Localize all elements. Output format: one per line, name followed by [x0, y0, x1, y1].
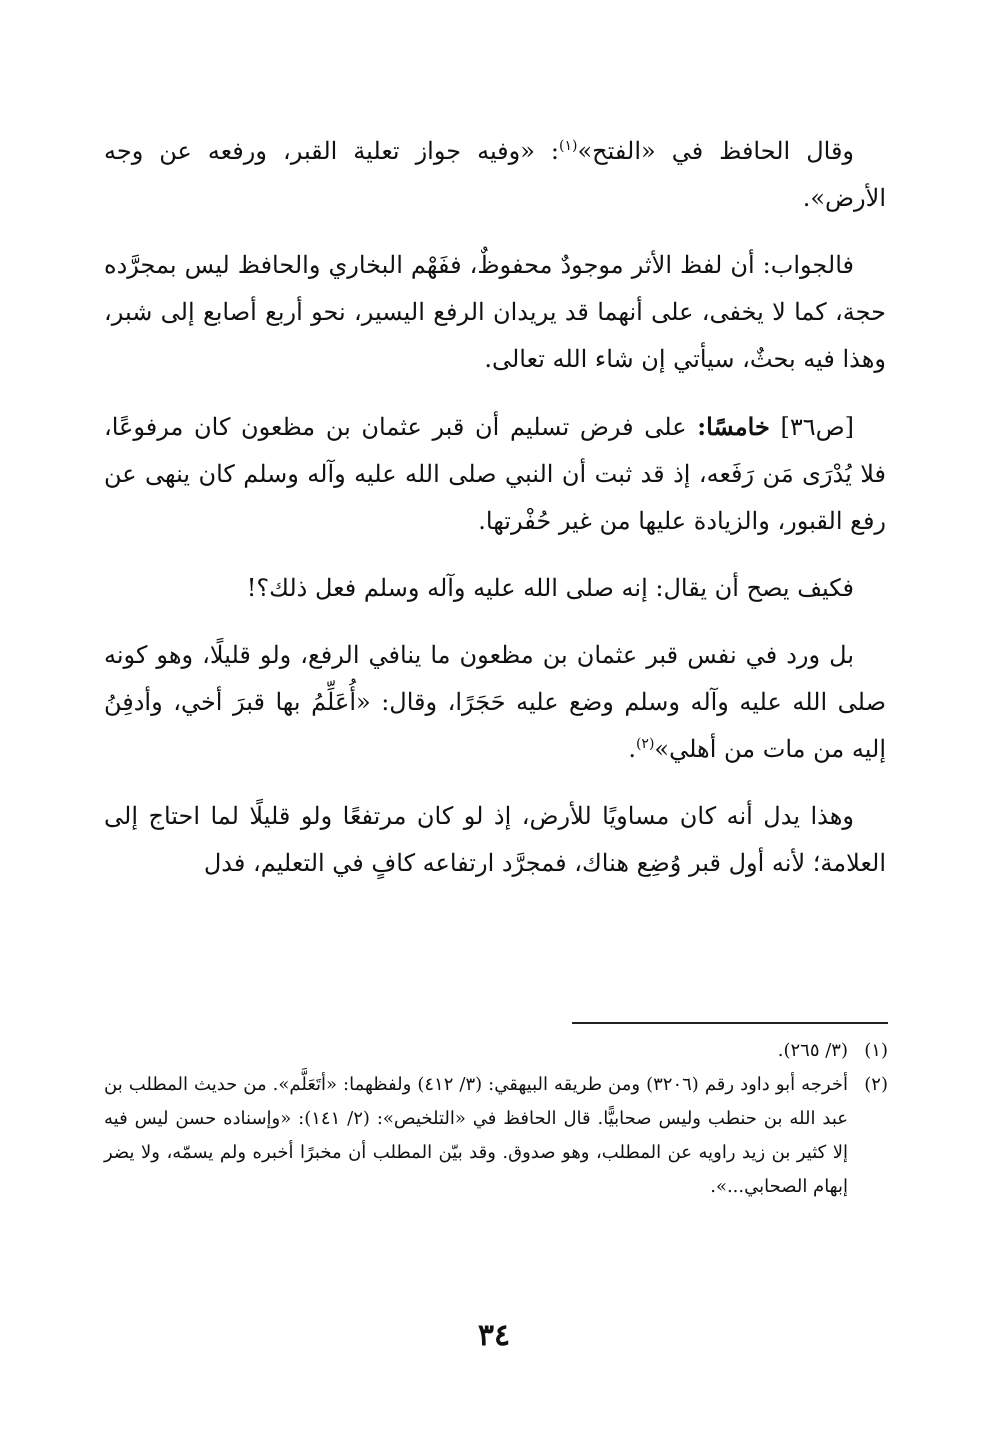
paragraph-5-text: بل ورد في نفس قبر عثمان بن مظعون ما ينافي الرفع، ولو قليلًا، وهو كونه صلى الله عليه وآله وسلم وضع عليه حَجَرًا، وقال: «أُعَلِّمُ بها قبرَ أخي، وأدفِنُ إليه من مات من أهلي»: [104, 641, 886, 763]
footnote-1: [104, 1034, 888, 1068]
paragraph-3-text: على فرض تسليم أن قبر عثمان بن مظعون كان مرفوعًا، فلا يُدْرَى مَن رَفَعه، إذ قد ثبت أن النبي صلى الله عليه وآله وسلم كان ينهى عن رفع القبور، والزيادة عليها من غير حُفْرتها.: [104, 413, 886, 535]
paragraph-6: وهذا يدل أنه كان مساويًا للأرض، إذ لو كان مرتفعًا ولو قليلًا لما احتاج إلى العلامة؛ لأنه أول قبر وُضِع هناك، فمجرَّد ارتفاعه كافٍ في التعليم، فدل: [104, 802, 886, 877]
paragraph-5: [104, 632, 886, 773]
footnote-separator: [572, 1022, 888, 1024]
footnote-1-number: (١): [864, 1040, 888, 1061]
footnote-1-text: (٣/ ٢٦٥).: [777, 1040, 848, 1061]
footnote-marker-2: (٢): [635, 736, 655, 752]
paragraph-2: فالجواب: أن لفظ الأثر موجودٌ محفوظٌ، ففَهْم البخاري والحافظ ليس بمجرَّده حجة، كما لا يخفى، على أنهما قد يريدان الرفع اليسير، نحو أربع أصابع إلى شبر، وهذا فيه بحثٌ، سيأتي إن شاء الله تعالى.: [104, 251, 886, 373]
paragraph-5-continuation: .: [628, 735, 636, 763]
paragraph-4: فكيف يصح أن يقال: إنه صلى الله عليه وآله وسلم فعل ذلك؟!: [246, 574, 854, 602]
footnotes: [104, 1034, 888, 1204]
footnote-2: [104, 1068, 888, 1204]
footnote-2-number: (٢): [864, 1074, 888, 1095]
point-heading: خامسًا:: [697, 412, 770, 441]
paragraph-1: [104, 128, 886, 222]
footnote-marker-1: (١): [559, 138, 578, 154]
main-text: [104, 128, 886, 907]
footnote-2-text: أخرجه أبو داود رقم (٣٢٠٦) ومن طريقه البيهقي: (٣/ ٤١٢) ولفظهما: «أتَعَلَّم». من حديث المطلب بن عبد الله بن حنطب وليس صحابيًّا. قال الحافظ في «التلخيص»: (٢/ ١٤١): «وإسناده حسن ليس فيه إلا كثير بن زيد راويه عن المطلب، وهو صدوق. وقد بيّن المطلب أن مخبرًا أخبره ولم يسمّه، ولا يضر إبهام الصحابي...».: [104, 1074, 848, 1197]
paragraph-1-text: وقال الحافظ في «الفتح»: [577, 137, 855, 165]
page-reference: [ص٣٦]: [769, 413, 855, 441]
paragraph-1-continuation: : «وفيه جواز تعلية القبر، ورفعه عن وجه الأرض».: [104, 137, 886, 212]
page-number: ٣٤: [477, 1318, 511, 1353]
paragraph-3: [104, 403, 886, 545]
